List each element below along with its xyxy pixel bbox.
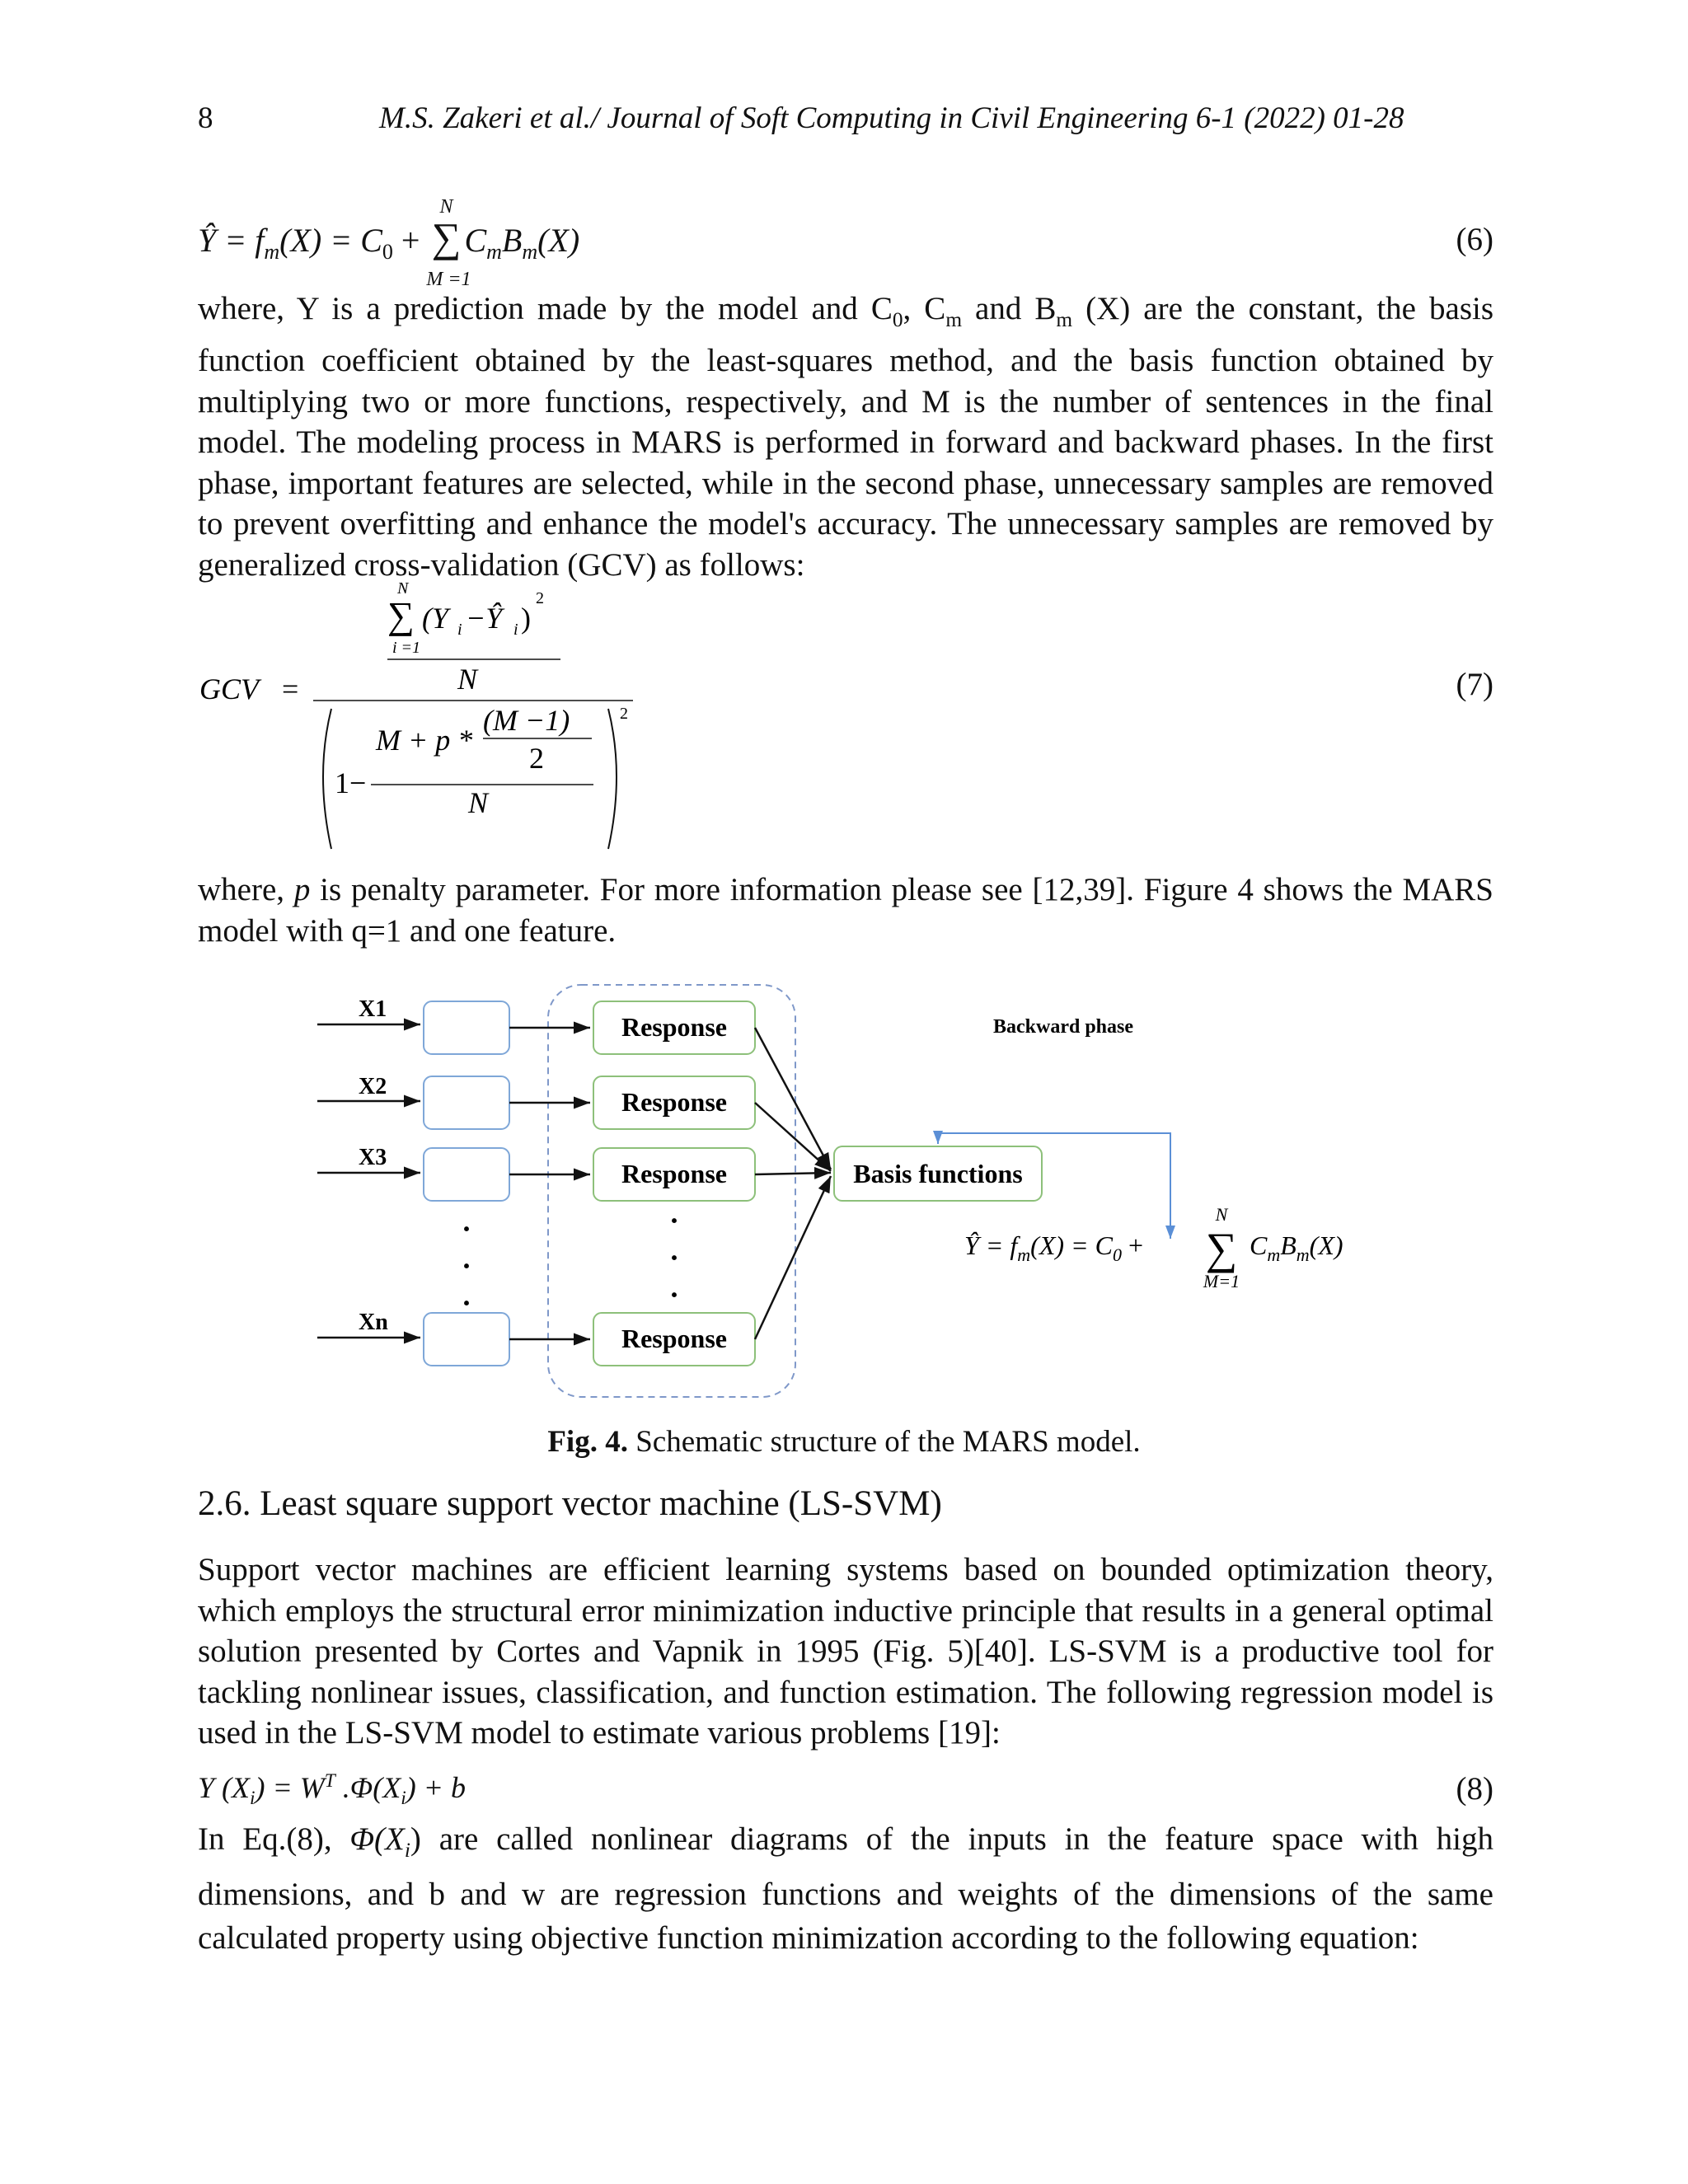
equation-7-number: (7) bbox=[1456, 667, 1493, 702]
fig-formula-term-end: (X) bbox=[1309, 1230, 1343, 1260]
fig-formula-sum-bottom: M=1 bbox=[1203, 1271, 1240, 1291]
input-dots-2: · bbox=[461, 1249, 472, 1282]
eq6-sum-bottom: M =1 bbox=[426, 269, 471, 290]
response-dots-3: · bbox=[668, 1278, 680, 1311]
fig-formula-term-sub2: m bbox=[1296, 1244, 1310, 1265]
eq6-term-sub1: m bbox=[486, 240, 502, 264]
fig-formula bbox=[964, 1230, 1143, 1265]
eq8-lhs: Y (X bbox=[198, 1771, 250, 1804]
backward-phase-label: Backward phase bbox=[992, 1016, 1134, 1038]
eq8-rest-sub: i bbox=[401, 1788, 406, 1810]
p2-p: p bbox=[293, 872, 311, 907]
input-dots-1: · bbox=[461, 1212, 472, 1245]
p4-text-b: are called nonlinear diagrams of the inputs in the feature space with high dimensions, and b and w are regression functions and weights of the dimensions of the same calculated property using objective function minimization according to the following equation: bbox=[198, 1821, 1493, 1956]
response-dots-2: · bbox=[668, 1241, 680, 1274]
converge-line-1 bbox=[755, 1028, 831, 1169]
eq6-term: C bbox=[464, 222, 487, 259]
p4-sub: i bbox=[404, 1838, 410, 1862]
fig-formula-term-sub1: m bbox=[1267, 1244, 1281, 1265]
eq6-plus: + bbox=[392, 222, 429, 259]
equation-7 bbox=[190, 577, 651, 857]
eq7-left-paren bbox=[323, 709, 331, 849]
converge-line-n bbox=[755, 1176, 831, 1339]
eq7-num-expr: (Y bbox=[422, 602, 449, 635]
input-label-xn: Xn bbox=[359, 1310, 388, 1335]
input-label-x2: X2 bbox=[359, 1074, 387, 1099]
input-box-n bbox=[424, 1313, 509, 1366]
fig-formula-term-b: B bbox=[1280, 1230, 1296, 1260]
equation-6 bbox=[198, 196, 580, 290]
equation-6-number: (6) bbox=[1456, 222, 1493, 257]
eq6-sum-top: N bbox=[439, 196, 453, 218]
response-label-n: Response bbox=[621, 1324, 728, 1353]
fig-formula-plus: + bbox=[1121, 1230, 1144, 1260]
fig-formula-term-c: C bbox=[1250, 1230, 1268, 1260]
paragraph-penalty bbox=[198, 869, 1493, 951]
p2-text-a: where, bbox=[198, 872, 294, 907]
eq6-sigma: ∑ bbox=[431, 214, 462, 260]
p4-text-a: In Eq.(8), bbox=[198, 1821, 350, 1857]
eq6-term-sub2: m bbox=[522, 240, 538, 264]
eq7-eq: = bbox=[282, 673, 299, 705]
input-box-2 bbox=[424, 1076, 509, 1129]
eq7-right-paren bbox=[608, 709, 617, 849]
equation-8-number: (8) bbox=[1456, 1771, 1493, 1807]
eq7-lhs: GCV bbox=[199, 673, 259, 705]
eq7-num-pow: 2 bbox=[536, 589, 544, 607]
figure-mars-schematic bbox=[313, 977, 1385, 1413]
fig-formula-mid: (X) = C bbox=[1030, 1230, 1113, 1260]
figure-caption bbox=[0, 1424, 1688, 1460]
eq7-den-frac-bot: 2 bbox=[529, 742, 544, 775]
paragraph-eq8-explanation bbox=[198, 1817, 1493, 1960]
input-dots-3: · bbox=[461, 1286, 472, 1319]
eq6-c-sub: 0 bbox=[382, 240, 393, 264]
fig-formula-term bbox=[1250, 1230, 1343, 1265]
eq7-den-N: N bbox=[468, 786, 489, 819]
fig-formula-sigma: ∑ bbox=[1205, 1224, 1238, 1273]
eq6-mid: (X) = C bbox=[279, 222, 382, 259]
page-number: 8 bbox=[198, 101, 213, 135]
input-box-1 bbox=[424, 1001, 509, 1054]
eq7-num-i2: i bbox=[513, 621, 518, 639]
eq6-sum bbox=[426, 196, 471, 290]
eq7-num-N: N bbox=[457, 663, 478, 696]
response-dots-1: · bbox=[668, 1204, 680, 1237]
fig-formula-sub-0: 0 bbox=[1112, 1244, 1122, 1265]
response-label-2: Response bbox=[621, 1087, 728, 1117]
section-title: 2.6. Least square support vector machine (LS-SVM) bbox=[198, 1484, 942, 1523]
eq6-term-end: (X) bbox=[537, 222, 580, 259]
eq7-num-sigma: ∑ bbox=[387, 594, 415, 636]
eq7-num-sum-top: N bbox=[397, 579, 409, 598]
input-label-x3: X3 bbox=[359, 1145, 387, 1170]
eq7-den-top: M + p * bbox=[376, 724, 473, 757]
paragraph-svm-description: Support vector machines are efficient learning systems based on bounded optimization theory, which employs the structural error minimization inductive principle that results in a general optimal solution presented by Cortes and Vapnik in 1995 (Fig. 5)[40]. LS-SVM is a productive tool for tackling nonlinear issues, classification, and function estimation. The following regression model is used in the LS-SVM model to estimate various problems [19]: bbox=[198, 1552, 1493, 1750]
fig-formula-main: Ŷ = f bbox=[964, 1230, 1018, 1260]
eq8-end: ) + b bbox=[406, 1771, 466, 1804]
response-label-3: Response bbox=[621, 1159, 728, 1188]
p4-phi: Φ(X bbox=[349, 1821, 405, 1857]
eq6-lhs: Ŷ = f bbox=[198, 222, 265, 259]
fig-formula-sum-top: N bbox=[1215, 1204, 1228, 1225]
eq8-sup-T: T bbox=[324, 1770, 335, 1792]
eq6-term-b: B bbox=[501, 222, 523, 259]
figure-caption-label: Fig. 4. bbox=[547, 1425, 628, 1459]
eq7-den-pow: 2 bbox=[620, 705, 628, 723]
response-label-1: Response bbox=[621, 1012, 728, 1042]
eq8-lhs-sub: i bbox=[250, 1788, 256, 1810]
converge-line-3 bbox=[755, 1173, 831, 1174]
input-box-3 bbox=[424, 1148, 509, 1201]
running-title: M.S. Zakeri et al./ Journal of Soft Computing in Civil Engineering 6-1 (2022) 01-28 bbox=[379, 101, 1404, 135]
input-label-x1: X1 bbox=[359, 996, 387, 1022]
fig-formula-sub-m: m bbox=[1017, 1244, 1031, 1265]
converge-line-2 bbox=[755, 1103, 831, 1171]
eq7-num-i1: i bbox=[457, 621, 462, 639]
eq8-rhs: ) = W bbox=[255, 1771, 325, 1804]
eq8-rest: .Φ(X bbox=[335, 1771, 401, 1804]
p4-close: ) bbox=[410, 1821, 421, 1857]
eq7-num-close: ) bbox=[521, 602, 531, 635]
basis-functions-label: Basis functions bbox=[853, 1159, 1023, 1188]
eq7-den-one: 1− bbox=[335, 766, 367, 799]
equation-8 bbox=[198, 1770, 466, 1810]
paragraph-mars-description: where, Y is a prediction made by the model and $C_0$, $C_m$ and $B_m$ (X) are the constant, the basis function coefficient obtained by the least-squares method, and the basis function obtained by multiplying two or more functions, respectively, and M is the number of sentences in the final model. The modeling process in MARS is performed in forward and backward phases. In the first phase, important features are selected, while in the second phase, unnecessary samples are removed to prevent overfitting and enhance the model's accuracy. The unnecessary samples are removed by generalized cross-validation (GCV) as follows: bbox=[198, 291, 1494, 583]
eq7-den-frac-top: (M −1) bbox=[483, 704, 570, 737]
figure-caption-text: Schematic structure of the MARS model. bbox=[627, 1425, 1141, 1459]
p2-text-b: is penalty parameter. For more information please see [12,39]. Figure 4 shows the MARS model with q=1 and one feature. bbox=[198, 872, 1493, 949]
eq7-num-minus: −Ŷ bbox=[466, 602, 503, 635]
eq6-lhs-sub: m bbox=[264, 240, 280, 264]
eq7-num-sum-bottom: i =1 bbox=[392, 639, 421, 657]
